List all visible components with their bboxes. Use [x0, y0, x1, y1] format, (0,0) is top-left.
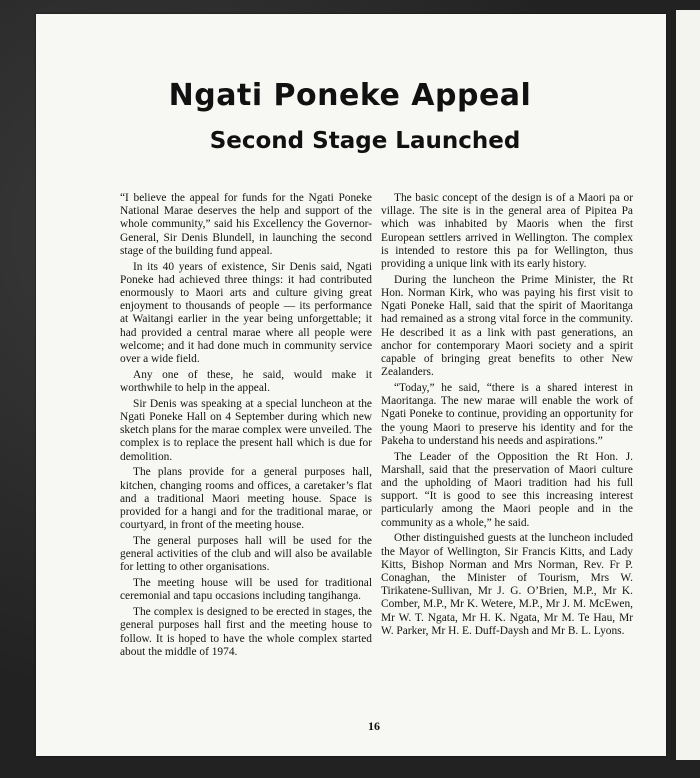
paragraph: “Today,” he said, “there is a shared interest in Maoritanga. The new marae will enable the work of Ngati Poneke to continue, providing an opportunity for the young Maori to preserve his identity and for the Pakeha to understand his needs and aspirations.”: [381, 382, 633, 447]
article-subtitle: Second Stage Launched: [209, 128, 521, 154]
paragraph: The plans provide for a general purposes hall, kitchen, changing rooms and offices, a caretaker’s flat and a traditional Maori meeting house. Space is provided for a hangi and for the traditional marae, or courtyard, in front of the meeting house.: [120, 466, 372, 532]
article-title: Ngati Poneke Appeal: [168, 78, 532, 113]
paragraph: Any one of these, he said, would make it worthwhile to help in the appeal.: [120, 368, 372, 395]
paragraph: Sir Denis was speaking at a special luncheon at the Ngati Poneke Hall on 4 September during which new sketch plans for the marae complex were unveiled. The complex is to replace the present hall which is due for demolition.: [120, 397, 372, 463]
paragraph: The general purposes hall will be used for the general activities of the club and will also be available for letting to other organisations.: [120, 535, 372, 574]
paragraph: During the luncheon the Prime Minister, the Rt Hon. Norman Kirk, who was paying his first visit to Ngati Poneke Hall, said that the spirit of Maoritanga had remained as a strong vital force in the community. He described it as a link with past generations, an anchor for contemporary Maori society and a spirit capable of bringing great benefits to other New Zealanders.: [381, 273, 633, 379]
paragraph: The Leader of the Opposition the Rt Hon. J. Marshall, said that the preservation of Maori culture and the upholding of Maori tradition had his full support. “It is good to see this increasing interest particularly among the Maori people and in the community as a whole,” he said.: [381, 450, 633, 529]
paragraph: The meeting house will be used for traditional ceremonial and tapu occasions including tangihanga.: [120, 577, 372, 603]
right-column: [381, 192, 633, 641]
left-column: [120, 192, 372, 662]
paragraph: Other distinguished guests at the luncheon included the Mayor of Wellington, Sir Francis Kitts, and Lady Kitts, Bishop Norman and Mrs Norman, Rev. Fr P. Conaghan, the Minister of Tourism, Mrs W. Tirikatene-Sullivan, Mr J. G. O’Brien, M.P., Mr K. Comber, M.P., Mr K. Wetere, M.P., Mr J. M. McEwen, Mr W. T. Ngata, Mr H. K. Ngata, Mr M. Te Hau, Mr W. Parker, Mr H. E. Duff-Daysh and Mr B. L. Lyons.: [381, 532, 633, 637]
paragraph: In its 40 years of existence, Sir Denis said, Ngati Poneke had achieved three things: it had contributed enormously to Maori arts and culture giving great enjoyment to thousands of people — its performance at Waitangi earlier in the year being unforgettable; it had provided a central marae where all people were welcome; and it had done much in community service over a wide field.: [120, 260, 372, 366]
paragraph: The basic concept of the design is of a Maori pa or village. The site is in the general area of Pipitea Pa which was inhabited by Maoris when the first European settlers arrived in Wellington. The complex is intended to restore this pa for Wellington, thus providing a unique link with its early history.: [381, 192, 633, 271]
adjacent-page-edge: [676, 10, 700, 760]
paragraph: The complex is designed to be erected in stages, the general purposes hall first and the meeting house to follow. It is hoped to have the whole complex started about the middle of 1974.: [120, 606, 372, 658]
paragraph: “I believe the appeal for funds for the Ngati Poneke National Marae deserves the help and support of the whole community,” said his Excellency the Governor-General, Sir Denis Blundell, in launching the second stage of the building fund appeal.: [120, 192, 372, 257]
page-number: 16: [368, 719, 380, 733]
